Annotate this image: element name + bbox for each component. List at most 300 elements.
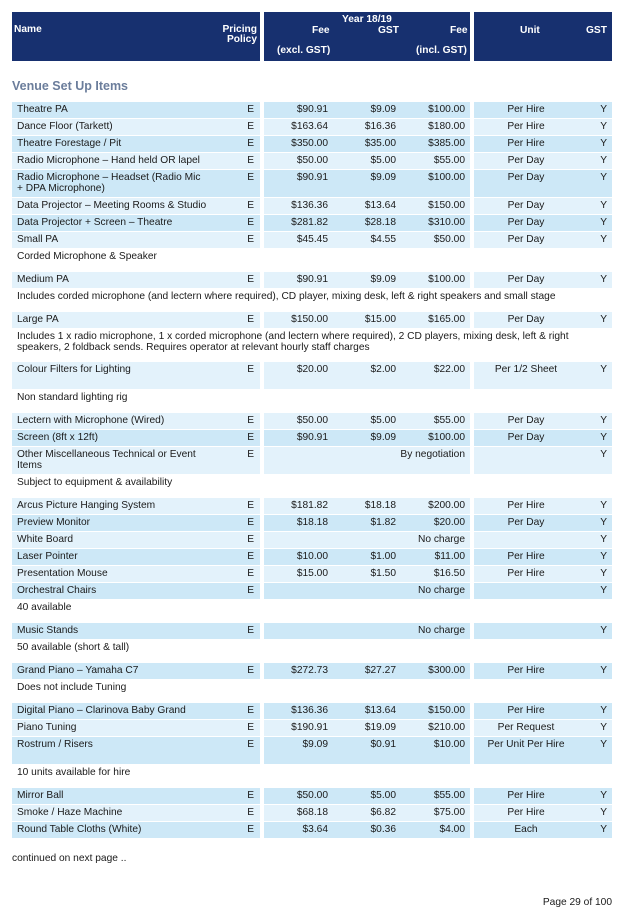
table-row-unit [474, 663, 612, 679]
pricing-policy: E [247, 824, 254, 835]
item-name: Grand Piano – Yamaha C7 [17, 665, 139, 676]
header-pricing-policy: Pricing Policy [222, 24, 257, 45]
table-row-unit [474, 312, 612, 328]
item-name: Large PA [17, 314, 59, 325]
fee-incl-gst: $55.00 [433, 155, 465, 166]
fee-excl-gst: $50.00 [296, 155, 328, 166]
note-text: Corded Microphone & Speaker [17, 251, 157, 262]
fee-excl-gst: $281.82 [291, 217, 328, 228]
fee-excl-gst: $136.36 [291, 200, 328, 211]
table-row-unit [474, 583, 612, 599]
fee-incl-gst: $4.00 [439, 824, 465, 835]
unit: Per Day [507, 217, 545, 228]
fee-excl-gst: $90.91 [296, 432, 328, 443]
table-row-unit [474, 532, 612, 548]
header-incl-gst: (incl. GST) [416, 45, 467, 56]
table-row-unit [474, 788, 612, 804]
fee-incl-gst: $180.00 [428, 121, 465, 132]
item-name: Small PA [17, 234, 59, 245]
table-row-unit [474, 720, 612, 736]
gst-applicable: Y [600, 172, 607, 183]
table-row-fees [264, 136, 470, 152]
item-name: Orchestral Chairs [17, 585, 97, 596]
gst-applicable: Y [600, 217, 607, 228]
gst-applicable: Y [600, 432, 607, 443]
gst-amount: $9.09 [370, 172, 396, 183]
fee-incl-gst: $150.00 [428, 705, 465, 716]
gst-amount: $2.00 [370, 364, 396, 375]
gst-amount: $0.36 [370, 824, 396, 835]
table-row-name [12, 583, 260, 599]
pricing-policy: E [247, 415, 254, 426]
gst-applicable: Y [600, 534, 607, 545]
pricing-policy: E [247, 534, 254, 545]
pricing-policy: E [247, 200, 254, 211]
fee-incl-gst: $10.00 [433, 739, 465, 750]
unit: Per Day [507, 172, 545, 183]
section-title: Venue Set Up Items [12, 79, 129, 93]
fee-incl-gst: $150.00 [428, 200, 465, 211]
unit: Per Hire [507, 104, 545, 115]
table-row-name [12, 102, 260, 118]
table-row-name [12, 703, 260, 719]
gst-applicable: Y [600, 739, 607, 750]
table-row-fees [264, 515, 470, 531]
table-row-unit [474, 272, 612, 288]
table-row-name [12, 623, 260, 639]
table-row-unit [474, 430, 612, 446]
table-row-fees [264, 737, 470, 764]
table-row-name [12, 413, 260, 429]
table-row-unit [474, 153, 612, 169]
item-name: Medium PA [17, 274, 69, 285]
table-row-name [12, 549, 260, 565]
table-row-unit [474, 119, 612, 135]
gst-applicable: Y [600, 200, 607, 211]
table-row-name [12, 119, 260, 135]
note-row [12, 475, 612, 493]
pricing-policy: E [247, 314, 254, 325]
table-row-name [12, 663, 260, 679]
table-row-fees [264, 822, 470, 838]
pricing-policy: E [247, 807, 254, 818]
gst-amount: $5.00 [370, 790, 396, 801]
item-name: Music Stands [17, 625, 79, 636]
fee-excl-gst: $90.91 [296, 274, 328, 285]
gst-amount: $9.09 [370, 104, 396, 115]
gst-applicable: Y [600, 121, 607, 132]
note-row [12, 390, 612, 408]
fee-excl-gst: $150.00 [291, 314, 328, 325]
table-row-unit [474, 822, 612, 838]
table-row-unit [474, 170, 612, 197]
header-excl-gst: (excl. GST) [277, 45, 331, 56]
unit: Per Day [507, 415, 545, 426]
pricing-policy: E [247, 155, 254, 166]
gst-amount: $15.00 [364, 314, 396, 325]
note-row [12, 640, 612, 658]
item-name: Theatre PA [17, 104, 68, 115]
table-row-fees [264, 102, 470, 118]
table-row-name [12, 136, 260, 152]
table-row-unit [474, 549, 612, 565]
table-row-fees [264, 549, 470, 565]
gst-applicable: Y [600, 790, 607, 801]
fee-excl-gst: $18.18 [296, 517, 328, 528]
item-name: Dance Floor (Tarkett) [17, 121, 113, 132]
fee-incl-gst: $55.00 [433, 790, 465, 801]
gst-amount: $13.64 [364, 200, 396, 211]
item-name: Laser Pointer [17, 551, 78, 562]
gst-amount: $1.50 [370, 568, 396, 579]
table-row-fees [264, 170, 470, 197]
table-row-fees [264, 119, 470, 135]
table-row-name [12, 737, 260, 764]
pricing-policy: E [247, 739, 254, 750]
fee-excl-gst: $181.82 [291, 500, 328, 511]
item-name: Round Table Cloths (White) [17, 824, 142, 835]
table-row-name [12, 170, 260, 197]
table-row-fees [264, 788, 470, 804]
table-row-unit [474, 623, 612, 639]
fee-excl-gst: $20.00 [296, 364, 328, 375]
table-row-name [12, 153, 260, 169]
pricing-policy: E [247, 449, 254, 460]
gst-amount: $5.00 [370, 415, 396, 426]
fee-incl-gst: $20.00 [433, 517, 465, 528]
fee-incl-gst: $100.00 [428, 104, 465, 115]
table-row-fees [264, 720, 470, 736]
continued-note: continued on next page .. [12, 853, 127, 864]
table-row-fees [264, 362, 470, 389]
table-row-unit [474, 737, 612, 764]
fee-incl-gst: $100.00 [428, 432, 465, 443]
table-row-name [12, 532, 260, 548]
table-row-unit [474, 232, 612, 248]
fee-excl-gst: $90.91 [296, 104, 328, 115]
unit: Per Hire [507, 790, 545, 801]
pricing-policy: E [247, 625, 254, 636]
unit: Each [514, 824, 538, 835]
fee-excl-gst: $136.36 [291, 705, 328, 716]
unit: Per Day [507, 234, 545, 245]
item-name: Smoke / Haze Machine [17, 807, 123, 818]
note-row [12, 765, 612, 783]
note-text: Non standard lighting rig [17, 392, 128, 403]
gst-amount: $28.18 [364, 217, 396, 228]
pricing-policy: E [247, 551, 254, 562]
unit: Per Hire [507, 665, 545, 676]
pricing-policy: E [247, 432, 254, 443]
table-row-fees [264, 413, 470, 429]
table-row-fees [264, 498, 470, 514]
item-name: Arcus Picture Hanging System [17, 500, 156, 511]
pricing-policy: E [247, 364, 254, 375]
pricing-policy: E [247, 500, 254, 511]
gst-amount: $13.64 [364, 705, 396, 716]
table-row-unit [474, 102, 612, 118]
gst-amount: $35.00 [364, 138, 396, 149]
note-text: Does not include Tuning [17, 682, 127, 693]
table-row-unit [474, 136, 612, 152]
fee-incl-gst: $100.00 [428, 274, 465, 285]
fee-incl-gst: $11.00 [434, 551, 465, 562]
note-text: 50 available (short & tall) [17, 642, 130, 653]
table-row-fees [264, 215, 470, 231]
table-header-unit [474, 12, 612, 61]
table-row-name [12, 447, 260, 474]
table-row-name [12, 362, 260, 389]
item-name: Radio Microphone – Headset (Radio Mic + DPA Microphone) [17, 172, 201, 194]
table-row-unit [474, 498, 612, 514]
note-row [12, 289, 612, 307]
unit: Per Hire [507, 500, 545, 511]
unit: Per Day [507, 432, 545, 443]
pricing-policy: E [247, 234, 254, 245]
gst-applicable: Y [600, 500, 607, 511]
table-row-fees [264, 623, 470, 639]
fee-incl-gst: $16.50 [433, 568, 465, 579]
fee-incl-gst: No charge [417, 534, 465, 545]
item-name: Lectern with Microphone (Wired) [17, 415, 165, 426]
fee-excl-gst: $3.64 [302, 824, 328, 835]
pricing-policy: E [247, 790, 254, 801]
table-row-fees [264, 430, 470, 446]
fee-incl-gst: $385.00 [428, 138, 465, 149]
table-row-fees [264, 703, 470, 719]
pricing-policy: E [247, 665, 254, 676]
unit: Per Hire [507, 121, 545, 132]
item-name: Other Miscellaneous Technical or Event Items [17, 449, 196, 471]
gst-applicable: Y [600, 104, 607, 115]
table-row-name [12, 215, 260, 231]
gst-applicable: Y [600, 807, 607, 818]
gst-amount: $19.09 [364, 722, 396, 733]
table-header-name [12, 12, 260, 61]
unit: Per Day [507, 274, 545, 285]
gst-amount: $1.00 [370, 551, 396, 562]
table-row-unit [474, 413, 612, 429]
note-text: Subject to equipment & availability [17, 477, 173, 488]
unit: Per Unit Per Hire [487, 739, 565, 750]
note-text: Includes corded microphone (and lectern where required), CD player, mixing desk, left & right speakers and small stage [17, 291, 556, 302]
gst-applicable: Y [600, 585, 607, 596]
table-row-unit [474, 198, 612, 214]
item-name: Piano Tuning [17, 722, 77, 733]
table-row-name [12, 805, 260, 821]
gst-amount: $0.91 [370, 739, 396, 750]
gst-amount: $16.36 [364, 121, 396, 132]
item-name: Data Projector – Meeting Rooms & Studio [17, 200, 207, 211]
header-fee-excl: Fee [312, 25, 330, 36]
table-row-unit [474, 447, 612, 474]
header-name: Name [14, 24, 42, 35]
table-row-unit [474, 703, 612, 719]
item-name: Rostrum / Risers [17, 739, 93, 750]
note-row [12, 249, 612, 267]
gst-applicable: Y [600, 824, 607, 835]
pricing-policy: E [247, 172, 254, 183]
unit: Per Hire [507, 568, 545, 579]
gst-amount: $4.55 [370, 234, 396, 245]
table-row-fees [264, 198, 470, 214]
unit: Per Hire [507, 705, 545, 716]
item-name: Screen (8ft x 12ft) [17, 432, 98, 443]
gst-applicable: Y [600, 364, 607, 375]
pricing-policy: E [247, 121, 254, 132]
unit: Per Hire [507, 138, 545, 149]
pricing-policy: E [247, 722, 254, 733]
table-row-name [12, 232, 260, 248]
header-year: Year 18/19 [342, 14, 392, 25]
header-gst-col: GST [586, 25, 607, 36]
header-fee-incl: Fee [450, 25, 468, 36]
gst-applicable: Y [600, 517, 607, 528]
fee-excl-gst: $45.45 [296, 234, 328, 245]
gst-applicable: Y [600, 568, 607, 579]
pricing-policy: E [247, 274, 254, 285]
fee-incl-gst: By negotiation [400, 449, 465, 460]
table-row-name [12, 498, 260, 514]
pricing-policy: E [247, 585, 254, 596]
table-row-name [12, 312, 260, 328]
gst-applicable: Y [600, 415, 607, 426]
table-row-fees [264, 153, 470, 169]
item-name: Digital Piano – Clarinova Baby Grand [17, 705, 186, 716]
fee-incl-gst: $75.00 [433, 807, 465, 818]
item-name: Presentation Mouse [17, 568, 108, 579]
gst-applicable: Y [600, 155, 607, 166]
unit: Per Hire [507, 807, 545, 818]
table-row-fees [264, 272, 470, 288]
fee-excl-gst: $50.00 [296, 415, 328, 426]
note-text: Includes 1 x radio microphone, 1 x corded microphone (and lectern where required), 2 CD players, mixing desk, left & right speakers, 2 foldback sends. Requires operator at relevant hourly staff charges [17, 331, 569, 353]
gst-amount: $6.82 [370, 807, 396, 818]
table-row-fees [264, 447, 470, 474]
fee-incl-gst: $165.00 [428, 314, 465, 325]
fee-excl-gst: $272.73 [291, 665, 328, 676]
table-row-name [12, 788, 260, 804]
fee-excl-gst: $350.00 [291, 138, 328, 149]
gst-applicable: Y [600, 551, 607, 562]
item-name: Radio Microphone – Hand held OR lapel [17, 155, 200, 166]
table-row-fees [264, 532, 470, 548]
table-row-name [12, 198, 260, 214]
unit: Per Day [507, 155, 545, 166]
fee-excl-gst: $9.09 [302, 739, 328, 750]
table-row-unit [474, 362, 612, 389]
item-name: Data Projector + Screen – Theatre [17, 217, 173, 228]
unit: Per Day [507, 314, 545, 325]
gst-applicable: Y [600, 722, 607, 733]
table-row-unit [474, 515, 612, 531]
note-text: 10 units available for hire [17, 767, 131, 778]
gst-applicable: Y [600, 665, 607, 676]
pricing-policy: E [247, 705, 254, 716]
fee-incl-gst: No charge [417, 625, 465, 636]
table-row-fees [264, 312, 470, 328]
fee-incl-gst: $50.00 [433, 234, 465, 245]
unit: Per Day [507, 200, 545, 211]
gst-amount: $1.82 [370, 517, 396, 528]
pricing-policy: E [247, 568, 254, 579]
item-name: Theatre Forestage / Pit [17, 138, 122, 149]
gst-applicable: Y [600, 449, 607, 460]
note-row [12, 600, 612, 618]
gst-applicable: Y [600, 625, 607, 636]
fee-excl-gst: $190.91 [291, 722, 328, 733]
table-header-fees [264, 12, 470, 61]
unit: Per Day [507, 517, 545, 528]
fee-incl-gst: $210.00 [428, 722, 465, 733]
gst-amount: $18.18 [364, 500, 396, 511]
item-name: Mirror Ball [17, 790, 64, 801]
fee-excl-gst: $15.00 [296, 568, 328, 579]
fee-incl-gst: $22.00 [433, 364, 465, 375]
unit: Per 1/2 Sheet [494, 364, 558, 375]
pricing-policy: E [247, 217, 254, 228]
table-row-name [12, 822, 260, 838]
fee-incl-gst: $100.00 [428, 172, 465, 183]
header-gst: GST [378, 25, 399, 36]
pricing-policy: E [247, 104, 254, 115]
table-row-unit [474, 805, 612, 821]
gst-applicable: Y [600, 705, 607, 716]
note-row [12, 680, 612, 698]
fee-incl-gst: $310.00 [428, 217, 465, 228]
table-row-fees [264, 805, 470, 821]
table-row-fees [264, 583, 470, 599]
fee-incl-gst: $200.00 [428, 500, 465, 511]
fee-excl-gst: $50.00 [296, 790, 328, 801]
fee-excl-gst: $90.91 [296, 172, 328, 183]
fee-excl-gst: $10.00 [296, 551, 328, 562]
table-row-name [12, 515, 260, 531]
note-row [12, 329, 612, 357]
table-row-fees [264, 663, 470, 679]
table-row-fees [264, 566, 470, 582]
table-row-name [12, 272, 260, 288]
note-text: 40 available [17, 602, 72, 613]
gst-applicable: Y [600, 234, 607, 245]
fee-excl-gst: $68.18 [296, 807, 328, 818]
page-number: Page 29 of 100 [542, 897, 612, 908]
item-name: Colour Filters for Lighting [17, 364, 131, 375]
table-row-name [12, 566, 260, 582]
gst-amount: $9.09 [370, 432, 396, 443]
fee-incl-gst: No charge [417, 585, 465, 596]
unit: Per Hire [507, 551, 545, 562]
gst-amount: $27.27 [364, 665, 396, 676]
gst-amount: $9.09 [370, 274, 396, 285]
table-row-name [12, 720, 260, 736]
fee-excl-gst: $163.64 [291, 121, 328, 132]
table-row-unit [474, 215, 612, 231]
item-name: Preview Monitor [17, 517, 91, 528]
pricing-policy: E [247, 138, 254, 149]
fee-incl-gst: $300.00 [428, 665, 465, 676]
gst-applicable: Y [600, 274, 607, 285]
gst-amount: $5.00 [370, 155, 396, 166]
item-name: White Board [17, 534, 74, 545]
fee-incl-gst: $55.00 [433, 415, 465, 426]
pricing-policy: E [247, 517, 254, 528]
gst-applicable: Y [600, 138, 607, 149]
table-row-name [12, 430, 260, 446]
table-row-fees [264, 232, 470, 248]
unit: Per Request [497, 722, 555, 733]
header-unit: Unit [520, 25, 540, 36]
